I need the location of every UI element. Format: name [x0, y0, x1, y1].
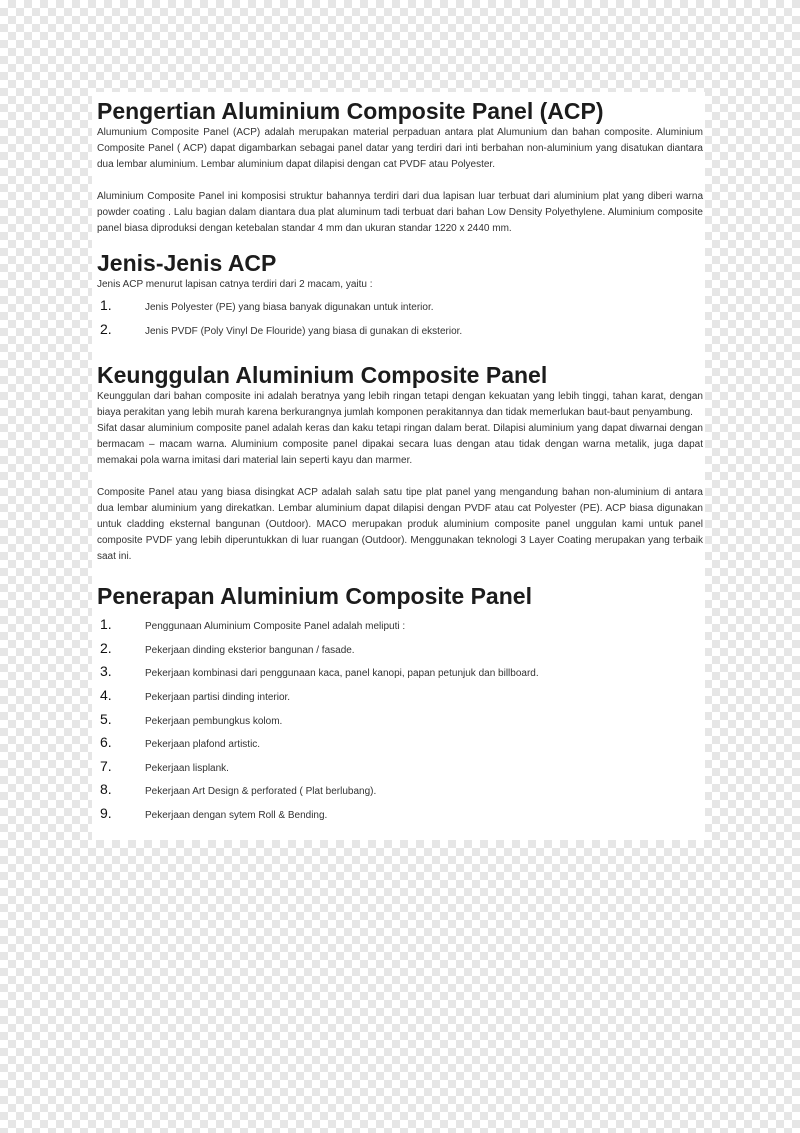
list-penerapan: [97, 616, 703, 828]
heading-keunggulan: Keunggulan Aluminium Composite Panel: [97, 362, 548, 389]
list-item: [97, 687, 703, 711]
list-item-number: 5.: [100, 710, 112, 727]
list-item-number: 4.: [100, 686, 112, 703]
list-item-number: 8.: [100, 781, 112, 798]
list-jenis: [97, 297, 703, 344]
list-item-text: Pekerjaan dengan sytem Roll & Bending.: [145, 809, 328, 821]
list-item-number: 2.: [100, 320, 112, 337]
list-item-text: Pekerjaan plafond artistic.: [145, 739, 261, 751]
list-item-text: Pekerjaan Art Design & perforated ( Plat berlubang).: [145, 786, 377, 798]
heading-jenis: Jenis-Jenis ACP: [97, 250, 277, 276]
list-item-text: Pekerjaan dinding eksterior bangunan / fasade.: [145, 644, 355, 656]
list-item-text: Pekerjaan partisi dinding interior.: [145, 691, 291, 703]
list-item-number: 9.: [100, 804, 112, 821]
list-item: [97, 711, 703, 735]
list-item: [97, 297, 703, 321]
document-page: [92, 92, 705, 840]
heading-pengertian: Pengertian Aluminium Composite Panel (ACP): [97, 98, 604, 124]
paragraph-gap: [97, 173, 703, 189]
list-item: [97, 805, 703, 829]
list-item: [97, 640, 703, 664]
list-item-text: Pekerjaan lisplank.: [145, 762, 229, 774]
list-item-number: 6.: [100, 734, 112, 751]
list-item: [97, 321, 703, 345]
list-item: [97, 781, 703, 805]
list-item-number: 1.: [100, 616, 112, 633]
list-item-text: Jenis Polyester (PE) yang biasa banyak digunakan untuk interior.: [145, 302, 434, 313]
list-item-text: Penggunaan Aluminium Composite Panel adalah meliputi :: [145, 621, 406, 633]
list-item-number: 1.: [100, 297, 112, 313]
list-item-text: Pekerjaan kombinasi dari penggunaan kaca, panel kanopi, papan petunjuk dan billboard.: [145, 668, 539, 680]
paragraph-keunggulan-3: Composite Panel atau yang biasa disingkat ACP adalah salah satu tipe plat panel yang mengandung bahan non-aluminium di antara dua lembar aluminium yang direkatkan. Lembar aluminium dapat dilapisi dengan PVDF atau cat Polyester (PE). ACP biasa digunakan untuk cladding eksternal bangunan (Outdoor). MACO merupakan produk aluminium composite panel unggulan kami untuk panel composite PVDF yang lebih diperuntukkan di luar ruangan (Outdoor). Menggunakan teknologi 3 Layer Coating merupakan yang terbaik saat ini.: [97, 487, 703, 563]
list-item-number: 3.: [100, 663, 112, 680]
list-item-number: 2.: [100, 639, 112, 656]
list-item-number: 7.: [100, 757, 112, 774]
list-item: [97, 758, 703, 782]
heading-penerapan: Penerapan Aluminium Composite Panel: [97, 583, 532, 610]
paragraph-pengertian-2: Aluminium Composite Panel ini komposisi struktur bahannya terdiri dari dua lapisan luar terbuat dari aluminium plat yang diberi warna powder coating . Lalu bagian dalam diantara dua plat aluminum tadi terbuat dari bahan Low Density Polyethylene. Aluminium composite panel biasa diproduksi dengan ketebalan standar 4 mm dan ukuran standar 1220 x 2440 mm.: [97, 191, 703, 234]
paragraph-keunggulan-1: Keunggulan dari bahan composite ini adalah beratnya yang lebih ringan tetapi dengan kekuatan yang lebih tinggi, tahan karat, dengan biaya perakitan yang lebih murah karena berkurangnya jumlah komponen perakitannya dan tidak memerlukan baut-baut penyambung.: [97, 391, 703, 419]
list-item: [97, 734, 703, 758]
paragraph-pengertian-1: Alumunium Composite Panel (ACP) adalah merupakan material perpaduan antara plat Alumunium dan bahan composite. Aluminium Composite Panel ( ACP) dapat digambarkan sebagai panel datar yang terdiri dari inti berbahan non-aluminium yang disatukan diantara dua lembar aluminium. Lembar aluminium dapat dilapisi dengan cat PVDF atau Polyester.: [97, 127, 703, 170]
paragraph-keunggulan-2: Sifat dasar aluminium composite panel adalah keras dan kaku tetapi ringan dalam berat. Dilapisi aluminium yang dapat diwarnai dengan bermacam – macam warna. Aluminium composite panel dipakai secara luas dengan atau tidak dengan warna metalik, juga dapat memakai pola warna imitasi dari material lain seperti kayu dan marmer.: [97, 423, 703, 467]
list-item-text: Pekerjaan pembungkus kolom.: [145, 715, 283, 727]
list-item: [97, 663, 703, 687]
paragraph-jenis-intro: Jenis ACP menurut lapisan catnya terdiri dari 2 macam, yaitu :: [97, 279, 373, 290]
paragraph-gap: [97, 469, 703, 485]
list-item-text: Jenis PVDF (Poly Vinyl De Flouride) yang biasa di gunakan di eksterior.: [145, 325, 463, 337]
list-item: [97, 616, 703, 640]
